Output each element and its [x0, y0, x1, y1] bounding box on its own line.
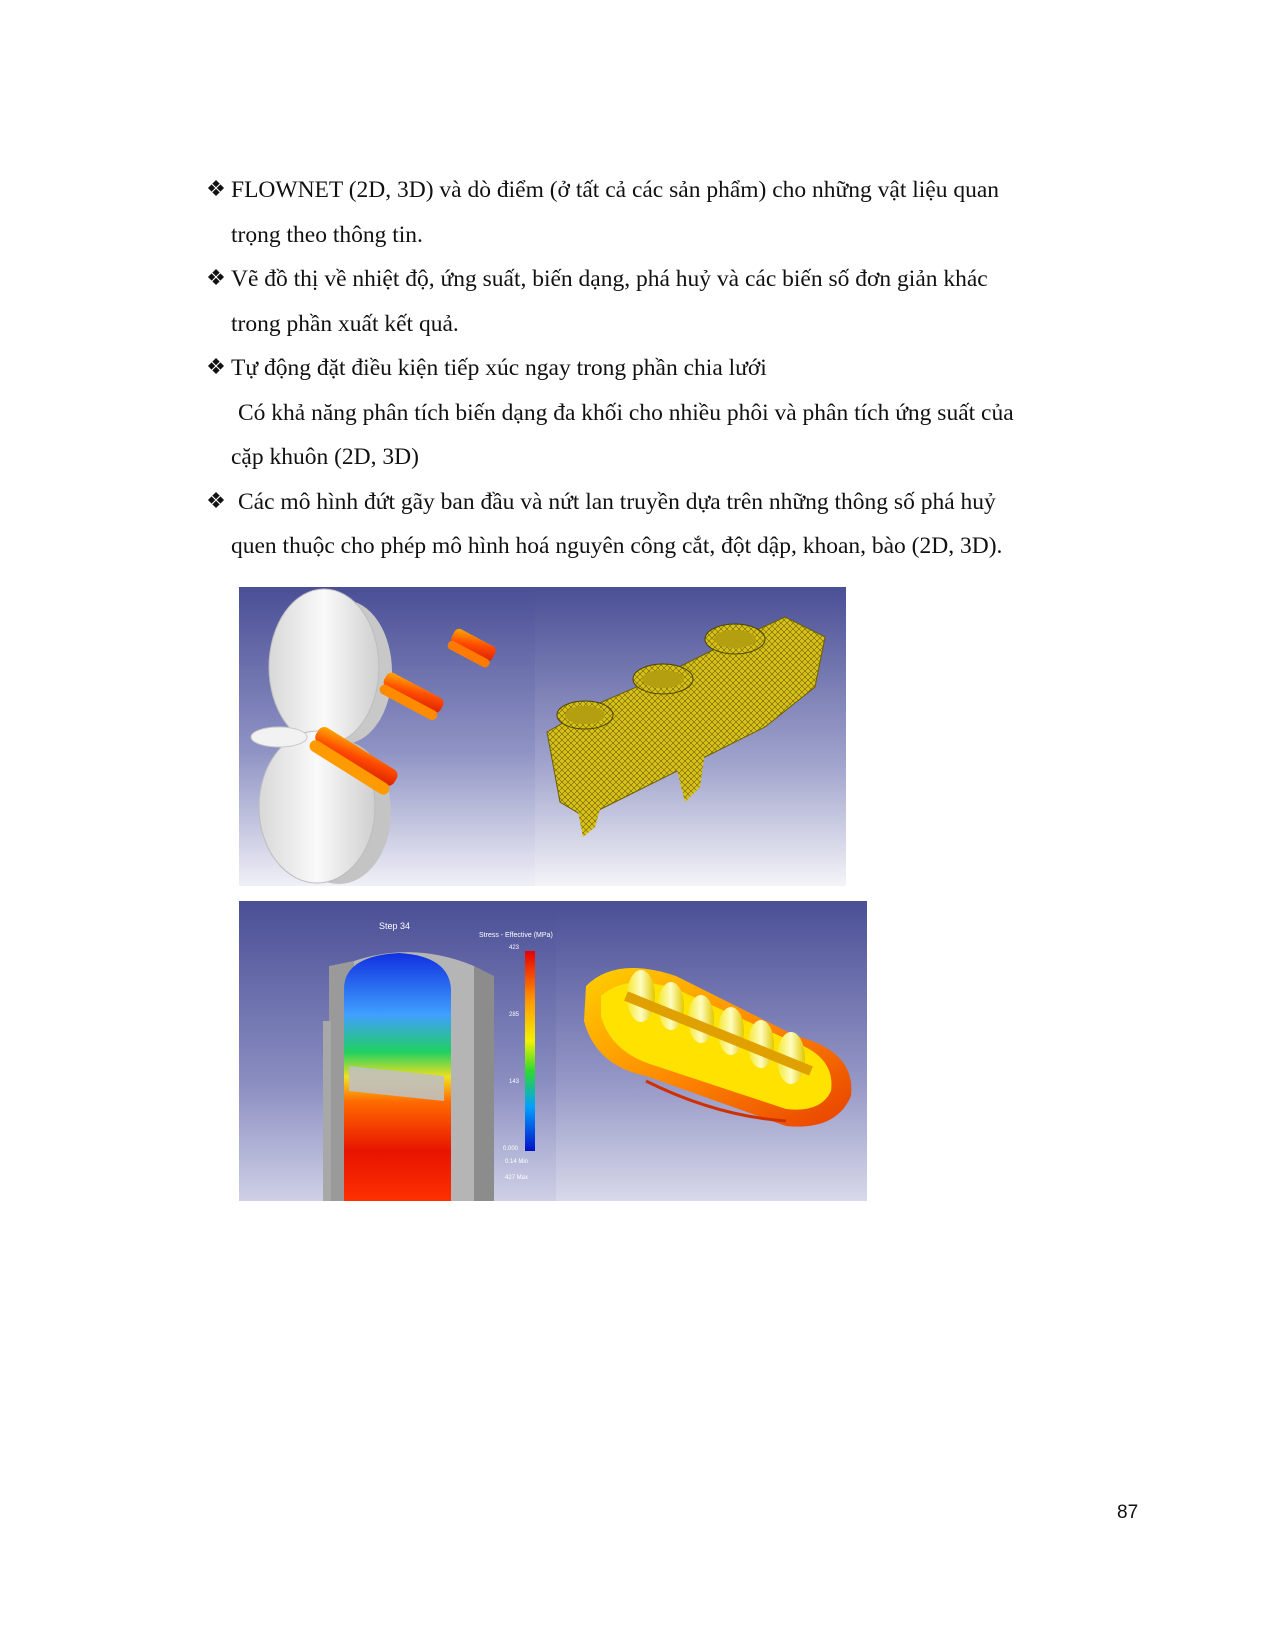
- four-diamond-bullet-icon: ❖: [206, 355, 226, 380]
- page-number: 87: [1117, 1502, 1139, 1523]
- meshed-workpiece-image: [535, 587, 846, 886]
- legend-tick: 143: [509, 1079, 520, 1085]
- list-item: [205, 257, 1105, 346]
- four-diamond-bullet-icon: ❖: [206, 266, 226, 291]
- four-diamond-bullet-icon: ❖: [206, 488, 226, 514]
- bullet-list: [205, 168, 1105, 569]
- list-item: [205, 346, 1105, 391]
- color-scale-bar: [525, 951, 535, 1151]
- legend-tick: 285: [509, 1012, 520, 1018]
- legend-title: Stress - Effective (MPa): [479, 932, 553, 939]
- paragraph: [231, 391, 1105, 480]
- legend-tick: 0.000: [503, 1146, 519, 1152]
- max-label: 427 Max: [505, 1175, 529, 1181]
- list-item-line: trọng theo thông tin.: [231, 221, 423, 248]
- list-item-line: Các mô hình đứt gãy ban đầu và nứt lan truyền dựa trên những thông số phá huỷ: [238, 488, 996, 515]
- step-label: Step 34: [379, 921, 411, 931]
- list-item-line: Vẽ đồ thị về nhiệt độ, ứng suất, biến dạng, phá huỷ và các biến số đơn giản khác: [231, 266, 988, 292]
- crankshaft-forging-image: [556, 901, 867, 1201]
- list-item-line: FLOWNET (2D, 3D) và dò điểm (ở tất cả các sản phẩm) cho những vật liệu quan: [231, 177, 1000, 203]
- list-item: [205, 480, 1105, 569]
- stress-field-image: [239, 901, 556, 1201]
- legend-tick: 423: [509, 945, 520, 951]
- four-diamond-bullet-icon: ❖: [206, 177, 226, 202]
- min-label: 0.14 Min: [505, 1159, 529, 1165]
- list-item-line: Tự động đặt điều kiện tiếp xúc ngay trong phần chia lưới: [231, 355, 767, 381]
- paragraph-line: cặp khuôn (2D, 3D): [231, 444, 419, 470]
- paragraph-line: Có khả năng phân tích biến dạng đa khối cho nhiều phôi và phân tích ứng suất của: [238, 399, 1014, 426]
- list-item: [205, 168, 1105, 257]
- list-item-line: trong phần xuất kết quả.: [231, 310, 459, 337]
- rolling-simulation-image: [239, 587, 535, 886]
- list-item-line: quen thuộc cho phép mô hình hoá nguyên công cắt, đột dập, khoan, bào (2D, 3D).: [231, 533, 1003, 559]
